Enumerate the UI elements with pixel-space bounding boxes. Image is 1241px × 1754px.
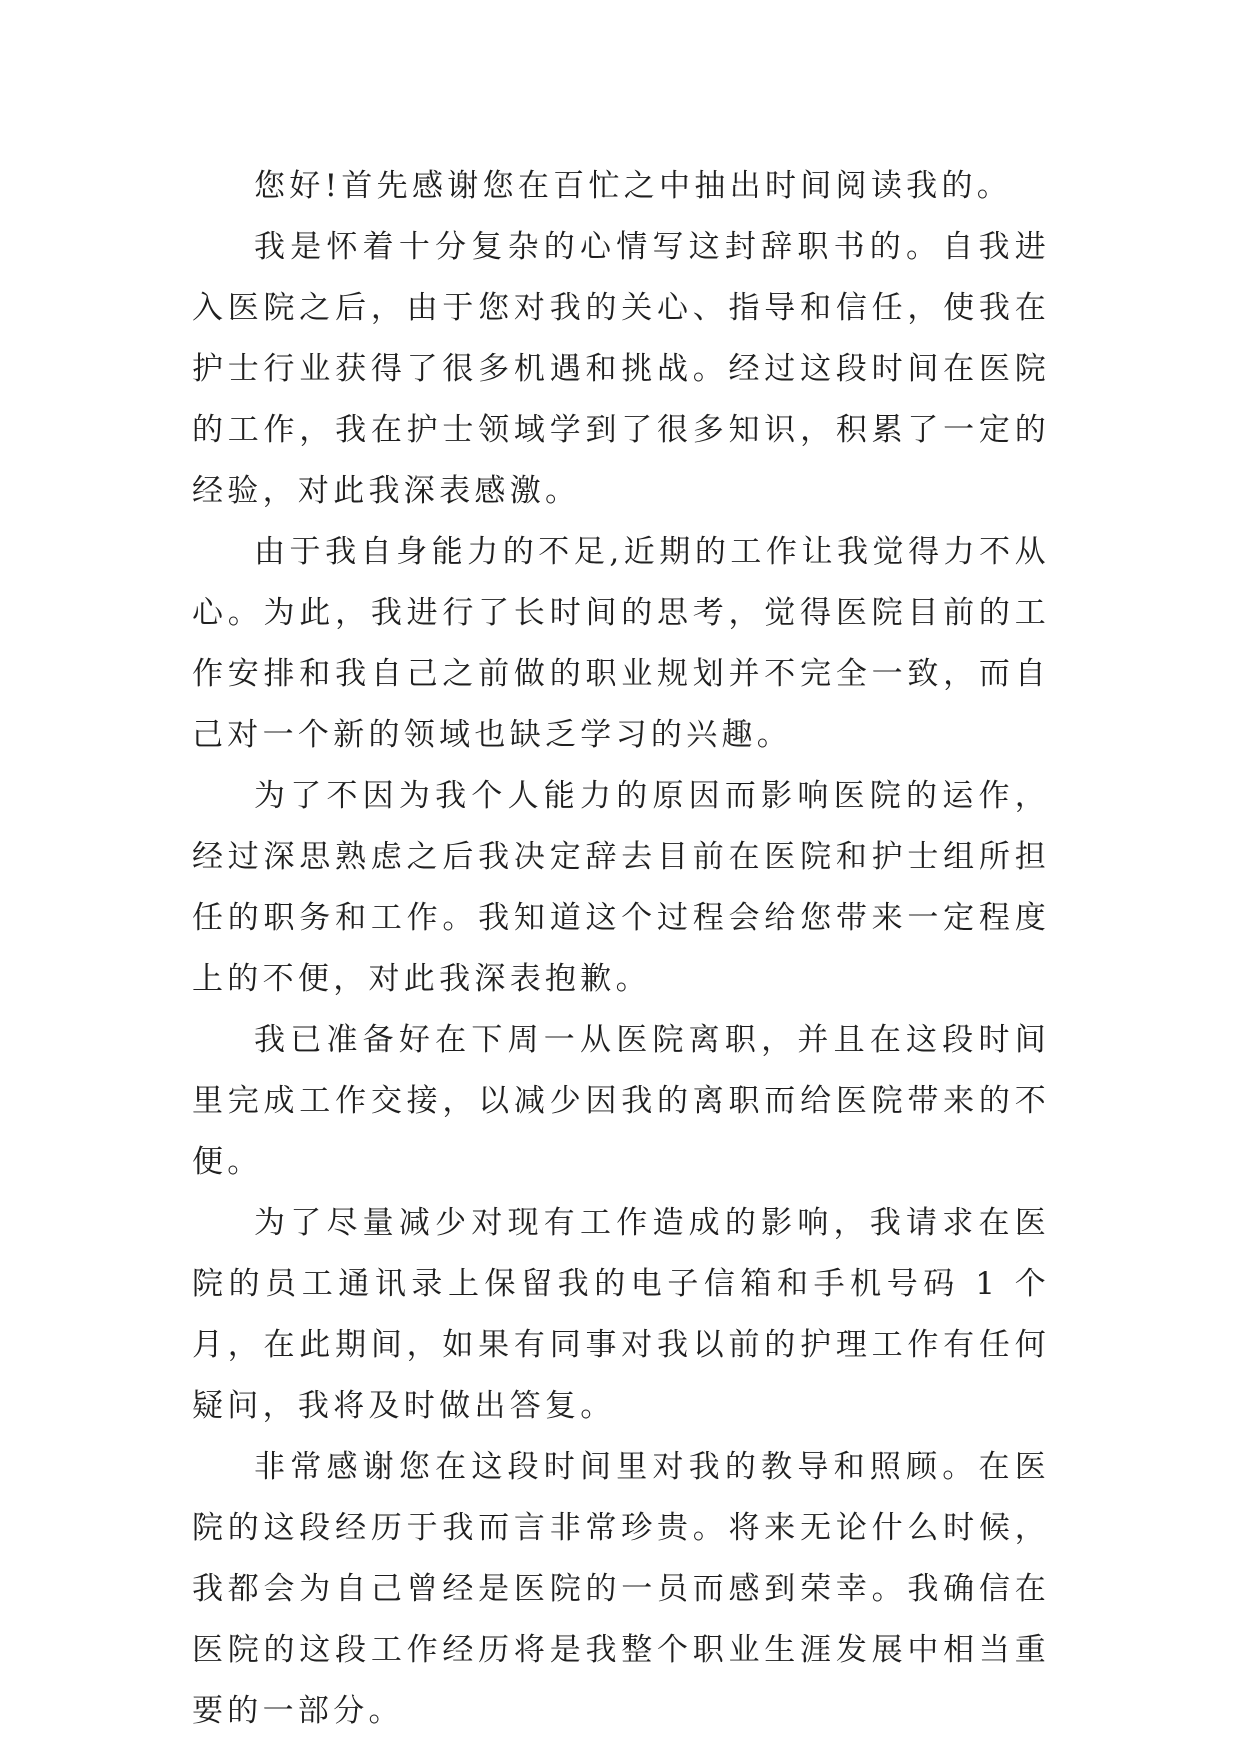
paragraph-handover: 我已准备好在下周一从医院离职，并且在这段时间里完成工作交接，以减少因我的离职而给医院带来的不便。 bbox=[192, 1022, 1050, 1180]
paragraph-gratitude: 我是怀着十分复杂的心情写这封辞职书的。自我进入医院之后，由于您对我的关心、指导和信任，使我在护士行业获得了很多机遇和挑战。经过这段时间在医院的工作，我在护士领域学到了很多知识，积累了一定的经验，对此我深表感激。 bbox=[192, 229, 1050, 509]
paragraph-greeting: 您好!首先感谢您在百忙之中抽出时间阅读我的。 bbox=[254, 168, 1013, 204]
paragraph-decision: 为了不因为我个人能力的原因而影响医院的运作，经过深思熟虑之后我决定辞去目前在医院和护士组所担任的职务和工作。我知道这个过程会给您带来一定程度上的不便，对此我深表抱歉。 bbox=[192, 778, 1050, 997]
paragraph-contact: 为了尽量减少对现有工作造成的影响，我请求在医院的员工通讯录上保留我的电子信箱和手机号码 1 个月，在此期间，如果有同事对我以前的护理工作有任何疑问，我将及时做出答复。 bbox=[192, 1205, 1050, 1424]
letter-body bbox=[192, 156, 1050, 1742]
paragraph-reason: 由于我自身能力的不足,近期的工作让我觉得力不从心。为此，我进行了长时间的思考，觉得医院目前的工作安排和我自己之前做的职业规划并不完全一致，而自己对一个新的领域也缺乏学习的兴趣。 bbox=[192, 534, 1050, 753]
paragraph-thanks: 非常感谢您在这段时间里对我的教导和照顾。在医院的这段经历于我而言非常珍贵。将来无论什么时候，我都会为自己曾经是医院的一员而感到荣幸。我确信在医院的这段工作经历将是我整个职业生涯发展中相当重要的一部分。 bbox=[192, 1449, 1050, 1729]
